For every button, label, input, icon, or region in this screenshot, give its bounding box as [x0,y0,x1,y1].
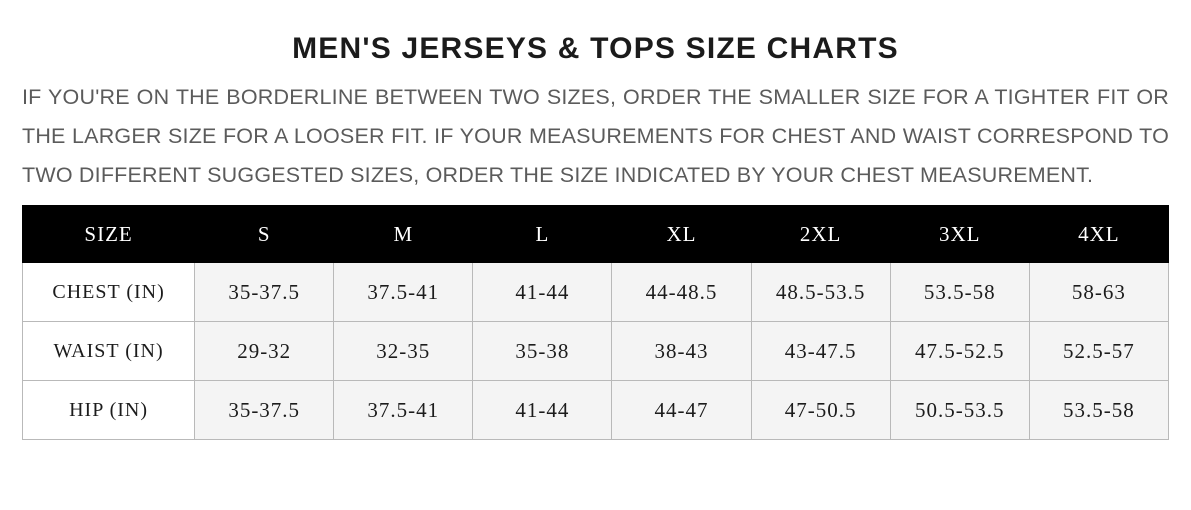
cell-hip-4xl: 53.5-58 [1029,381,1168,440]
cell-waist-s: 29-32 [195,322,334,381]
cell-hip-3xl: 50.5-53.5 [890,381,1029,440]
cell-hip-s: 35-37.5 [195,381,334,440]
cell-hip-l: 41-44 [473,381,612,440]
cell-chest-2xl: 48.5-53.5 [751,263,890,322]
table-row [23,381,1169,440]
cell-chest-4xl: 58-63 [1029,263,1168,322]
table-row [23,322,1169,381]
cell-hip-m: 37.5-41 [334,381,473,440]
page-title: MEN'S JERSEYS & TOPS SIZE CHARTS [292,32,899,65]
cell-chest-l: 41-44 [473,263,612,322]
cell-chest-s: 35-37.5 [195,263,334,322]
cell-chest-3xl: 53.5-58 [890,263,1029,322]
cell-waist-xl: 38-43 [612,322,751,381]
header-cell-4xl: 4XL [1029,206,1168,263]
header-cell-size: SIZE [23,206,195,263]
header-cell-3xl: 3XL [890,206,1029,263]
cell-waist-2xl: 43-47.5 [751,322,890,381]
header-cell-2xl: 2XL [751,206,890,263]
cell-waist-4xl: 52.5-57 [1029,322,1168,381]
cell-hip-2xl: 47-50.5 [751,381,890,440]
table-header-row [23,206,1169,263]
cell-hip-xl: 44-47 [612,381,751,440]
cell-waist-3xl: 47.5-52.5 [890,322,1029,381]
row-label-hip: HIP (IN) [23,381,195,440]
intro-paragraph: IF YOU'RE ON THE BORDERLINE BETWEEN TWO SIZES, ORDER THE SMALLER SIZE FOR A TIGHTER FIT OR THE LARGER SIZE FOR A LOOSER FIT. IF YOUR MEASUREMENTS FOR CHEST AND WAIST CORRESPOND TO TWO DIFFERENT SUGGESTED SIZES, ORDER THE SIZE INDICATED BY YOUR CHEST MEASUREMENT. [22,85,1169,187]
cell-chest-m: 37.5-41 [334,263,473,322]
header-cell-l: L [473,206,612,263]
header-cell-m: M [334,206,473,263]
header-cell-xl: XL [612,206,751,263]
size-chart-table [22,205,1169,440]
table-row [23,263,1169,322]
row-label-waist: WAIST (IN) [23,322,195,381]
cell-chest-xl: 44-48.5 [612,263,751,322]
header-cell-s: S [195,206,334,263]
cell-waist-m: 32-35 [334,322,473,381]
row-label-chest: CHEST (IN) [23,263,195,322]
cell-waist-l: 35-38 [473,322,612,381]
